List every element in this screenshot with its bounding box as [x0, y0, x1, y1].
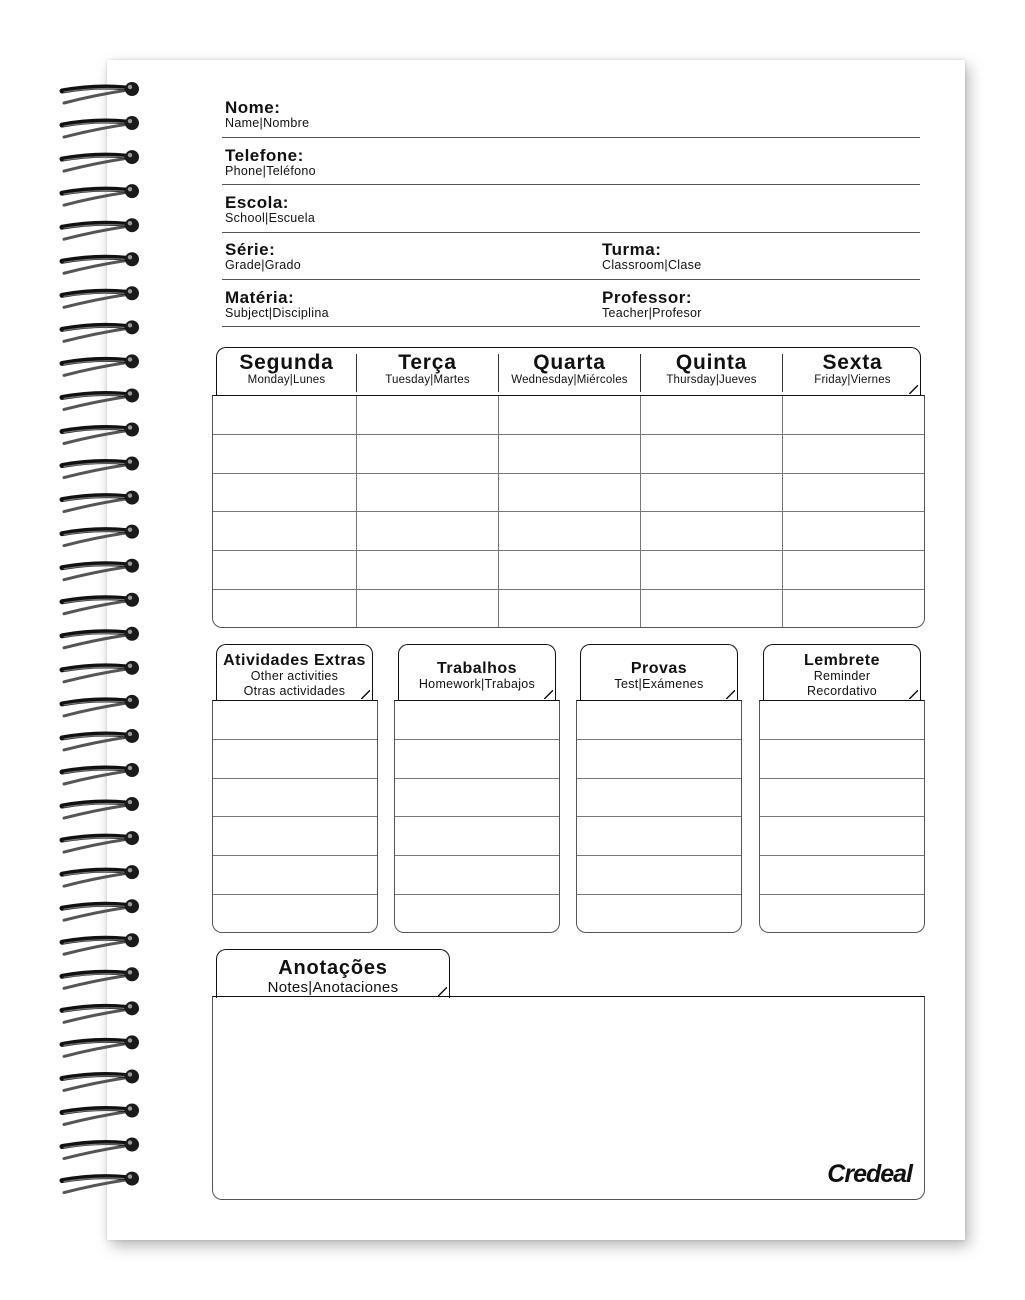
spiral-coil: [64, 1146, 128, 1159]
spiral-coil: [64, 124, 128, 137]
classroom-sublabel: Classroom|Clase: [602, 258, 702, 272]
name-rule: [222, 137, 920, 138]
spiral-coil: [125, 1104, 139, 1118]
spiral-coil: [128, 800, 132, 804]
box-line: [395, 739, 559, 740]
spiral-coil: [125, 1035, 139, 1049]
grade-rule: [222, 279, 920, 280]
box-title: Trabalhos: [436, 660, 518, 677]
spiral-coil: [125, 899, 139, 913]
notes-subtitle: Notes|Anotaciones: [267, 979, 399, 996]
spiral-coil: [125, 286, 139, 300]
spiral-coil: [128, 85, 132, 89]
spiral-coil: [125, 1138, 139, 1152]
phone-rule: [222, 184, 920, 185]
header-divider: [498, 354, 499, 392]
box-line: [395, 816, 559, 817]
spiral-coil: [128, 698, 132, 702]
box-line: [213, 739, 377, 740]
day-header-tuesday: [357, 352, 498, 387]
spiral-coil: [125, 865, 139, 879]
spiral-coil: [125, 252, 139, 266]
school-label: Escola:: [225, 193, 289, 212]
box-subtitle-2: Otras actividades: [243, 684, 346, 698]
box-line: [760, 778, 924, 779]
box-subtitle: Reminder: [813, 669, 871, 683]
spiral-coil: [128, 493, 132, 497]
spiral-coil: [128, 1140, 132, 1144]
spiral-coil: [125, 831, 139, 845]
phone-label: Telefone:: [225, 146, 304, 165]
spiral-coil: [64, 158, 128, 171]
spiral-coil: [64, 635, 128, 648]
tab-corner-mark: [909, 385, 918, 394]
spiral-coil: [64, 737, 128, 750]
box-line: [577, 739, 741, 740]
day-subtitle: Tuesday|Martes: [385, 374, 470, 386]
header-divider: [356, 354, 357, 392]
box-title: Provas: [630, 660, 688, 677]
day-header-friday: [783, 352, 922, 387]
reminder-tab: [763, 644, 921, 701]
spiral-coil: [64, 1077, 128, 1090]
day-subtitle: Wednesday|Miércoles: [511, 374, 628, 386]
spiral-coil: [125, 661, 139, 675]
spiral-coil: [128, 1072, 132, 1076]
subject-sublabel: Subject|Disciplina: [225, 306, 329, 320]
spiral-coil: [128, 221, 132, 225]
spiral-coil: [64, 907, 128, 920]
day-subtitle: Friday|Viernes: [814, 374, 891, 386]
subject-label: Matéria:: [225, 288, 295, 307]
day-title: Sexta: [822, 351, 883, 374]
spiral-coil: [125, 525, 139, 539]
spiral-coil: [128, 868, 132, 872]
spiral-coil: [125, 1172, 139, 1186]
homework-tab: [398, 644, 556, 701]
box-subtitle-2: Recordativo: [807, 684, 877, 698]
spiral-coil: [64, 873, 128, 886]
school-rule: [222, 232, 920, 233]
spiral-coil: [125, 218, 139, 232]
schedule-header-tab: [216, 347, 921, 396]
box-line: [760, 855, 924, 856]
spiral-binding: [0, 0, 160, 1300]
homework-box[interactable]: [394, 700, 560, 933]
spiral-coil: [128, 1106, 132, 1110]
spiral-coil: [128, 664, 132, 668]
spiral-coil: [125, 967, 139, 981]
spiral-coil: [64, 362, 128, 375]
grid-row-line: [213, 473, 924, 474]
box-subtitle: Other activities: [250, 669, 339, 683]
day-title: Terça: [398, 351, 457, 374]
spiral-coil: [64, 328, 128, 341]
spiral-coil: [128, 119, 132, 123]
spiral-coil: [125, 729, 139, 743]
day-subtitle: Thursday|Jueves: [666, 374, 757, 386]
spiral-coil: [128, 357, 132, 361]
box-line: [395, 894, 559, 895]
box-line: [213, 778, 377, 779]
spiral-coil: [64, 771, 128, 784]
grid-row-line: [213, 434, 924, 435]
reminder-box[interactable]: [759, 700, 925, 933]
subject-field[interactable]: [225, 289, 329, 320]
grade-field[interactable]: [225, 241, 301, 272]
spiral-coil: [125, 695, 139, 709]
spiral-coil: [125, 763, 139, 777]
spiral-coil: [125, 423, 139, 437]
spiral-coil: [128, 732, 132, 736]
box-line: [760, 894, 924, 895]
spiral-coil: [125, 491, 139, 505]
notes-area[interactable]: [212, 996, 925, 1200]
spiral-coil: [125, 627, 139, 641]
spiral-coil: [128, 459, 132, 463]
phone-field[interactable]: [225, 147, 316, 178]
header-divider: [640, 354, 641, 392]
header-divider: [782, 354, 783, 392]
box-line: [760, 739, 924, 740]
spiral-coil: [64, 703, 128, 716]
spiral-coil: [64, 975, 128, 988]
spiral-coil: [125, 559, 139, 573]
spiral-coil: [128, 834, 132, 838]
teacher-label: Professor:: [602, 288, 693, 307]
spiral-coil: [128, 425, 132, 429]
spiral-coil: [64, 1112, 128, 1125]
spiral-coil: [125, 184, 139, 198]
spiral-coil: [64, 1043, 128, 1056]
box-subtitle: Test|Exámenes: [614, 677, 704, 691]
spiral-coil: [125, 1069, 139, 1083]
tab-corner-mark: [544, 690, 553, 699]
spiral-coil: [125, 593, 139, 607]
spiral-coil: [125, 457, 139, 471]
spiral-coil: [64, 499, 128, 512]
name-label: Nome:: [225, 98, 281, 117]
spiral-coil: [64, 465, 128, 478]
spiral-coil: [64, 431, 128, 444]
grade-sublabel: Grade|Grado: [225, 258, 302, 272]
teacher-field[interactable]: [602, 289, 702, 320]
grade-label: Série:: [225, 240, 276, 259]
spiral-coil: [128, 766, 132, 770]
name-sublabel: Name|Nombre: [225, 116, 310, 130]
spiral-coil: [128, 391, 132, 395]
spiral-coil: [128, 902, 132, 906]
spiral-coil: [64, 226, 128, 239]
spiral-coil: [64, 805, 128, 818]
spiral-coil: [128, 562, 132, 566]
spiral-coil: [64, 294, 128, 307]
day-header-wednesday: [499, 352, 640, 387]
day-header-monday: [217, 352, 356, 387]
spiral-coil: [128, 1174, 132, 1178]
subject-rule: [222, 326, 920, 327]
box-line: [577, 778, 741, 779]
classroom-field[interactable]: [602, 241, 701, 272]
spiral-coil: [128, 323, 132, 327]
box-line: [213, 855, 377, 856]
spiral-coil: [128, 630, 132, 634]
tab-corner-mark: [438, 987, 447, 996]
classroom-label: Turma:: [602, 240, 662, 259]
spiral-coil: [64, 396, 128, 409]
box-line: [395, 855, 559, 856]
box-line: [577, 855, 741, 856]
schedule-grid[interactable]: [212, 395, 925, 628]
spiral-coil: [128, 1038, 132, 1042]
spiral-coil: [64, 1180, 128, 1193]
spiral-coil: [125, 82, 139, 96]
box-line: [760, 816, 924, 817]
tab-corner-mark: [361, 690, 370, 699]
spiral-coil: [125, 933, 139, 947]
box-line: [577, 894, 741, 895]
tab-corner-mark: [726, 690, 735, 699]
spiral-coil: [64, 669, 128, 682]
school-sublabel: School|Escuela: [225, 211, 316, 225]
spiral-coil: [128, 255, 132, 259]
grid-row-line: [213, 550, 924, 551]
spiral-coil: [64, 533, 128, 546]
day-title: Quarta: [533, 351, 606, 374]
spiral-coil: [128, 936, 132, 940]
box-subtitle: Homework|Trabajos: [418, 677, 536, 691]
spiral-coil: [64, 90, 128, 103]
box-line: [577, 816, 741, 817]
spiral-coil: [64, 941, 128, 954]
spiral-coil: [125, 150, 139, 164]
phone-sublabel: Phone|Teléfono: [225, 164, 316, 178]
spiral-coil: [128, 289, 132, 293]
brand-logo: Credeal: [827, 1160, 912, 1188]
spiral-coil: [128, 1004, 132, 1008]
school-field[interactable]: [225, 194, 315, 225]
spiral-coil: [64, 260, 128, 273]
spiral-coil: [128, 596, 132, 600]
box-line: [395, 778, 559, 779]
spiral-coil: [128, 187, 132, 191]
spiral-coil: [64, 601, 128, 614]
day-header-thursday: [641, 352, 782, 387]
spiral-coil: [125, 797, 139, 811]
extra-activities-box[interactable]: [212, 700, 378, 933]
spiral-coil: [64, 839, 128, 852]
notes-tab: [216, 949, 450, 998]
spiral-coil: [125, 1001, 139, 1015]
box-title: Atividades Extras: [223, 652, 366, 669]
day-subtitle: Monday|Lunes: [247, 374, 326, 386]
grid-row-line: [213, 511, 924, 512]
spiral-coil: [125, 320, 139, 334]
spiral-coil: [64, 567, 128, 580]
day-title: Segunda: [239, 351, 334, 374]
spiral-coil: [128, 970, 132, 974]
extra-activities-tab: [216, 644, 373, 701]
day-title: Quinta: [675, 351, 748, 374]
box-line: [213, 894, 377, 895]
box-title: Lembrete: [803, 652, 881, 669]
spiral-coil: [128, 153, 132, 157]
teacher-sublabel: Teacher|Profesor: [602, 306, 702, 320]
box-line: [213, 816, 377, 817]
tests-box[interactable]: [576, 700, 742, 933]
spiral-coil: [125, 116, 139, 130]
spiral-coil: [125, 354, 139, 368]
spiral-coil: [64, 1009, 128, 1022]
spiral-coil: [125, 388, 139, 402]
grid-row-line: [213, 589, 924, 590]
tab-corner-mark: [909, 690, 918, 699]
tests-tab: [580, 644, 738, 701]
spiral-coil: [64, 192, 128, 205]
notes-title: Anotações: [278, 957, 388, 979]
spiral-coil: [128, 527, 132, 531]
name-field[interactable]: [225, 99, 309, 130]
